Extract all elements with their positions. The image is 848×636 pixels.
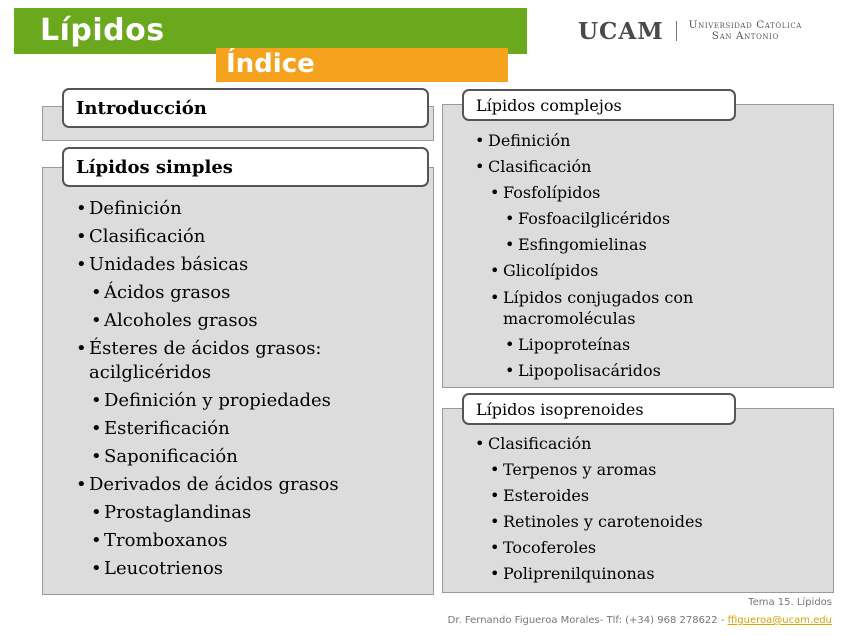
list-item: • Tocoferoles <box>503 535 818 561</box>
simples-list <box>89 195 424 583</box>
list-item: • Lípidos conjugados con macromoléculas <box>503 287 723 329</box>
footer-email-link[interactable]: ffigueroa@ucam.edu <box>727 615 832 626</box>
list-item: • Prostaglandinas <box>104 499 424 527</box>
intro-label-box <box>62 88 429 128</box>
list-item: • Lipopolisacáridos <box>518 358 818 384</box>
footer-topic: Tema 15. Lípidos <box>748 597 832 608</box>
footer-author-text: Dr. Fernando Figueroa Morales- Tlf: (+34) 968 278622 - <box>447 615 728 626</box>
simples-label: Lípidos simples <box>76 156 233 178</box>
list-item: • Lipoproteínas <box>518 332 818 358</box>
list-item: • Definición y propiedades <box>104 387 424 415</box>
list-item: • Definición <box>488 128 818 154</box>
logo-main: UCAM <box>578 17 664 45</box>
list-item: • Fosfoacilglicéridos <box>518 206 818 232</box>
slide-title: Lípidos <box>40 13 165 48</box>
list-item: • Terpenos y aromas <box>503 457 818 483</box>
footer-author <box>448 615 832 626</box>
index-label: Índice <box>226 49 315 79</box>
list-item: • Glicolípidos <box>503 258 818 284</box>
list-item: • Esfingomielinas <box>518 232 818 258</box>
list-item: • Derivados de ácidos grasos <box>89 471 424 499</box>
list-item: • Fosfolípidos <box>503 180 818 206</box>
logo-line-1: Universidad Católica <box>688 19 802 31</box>
list-item: • Tromboxanos <box>104 527 424 555</box>
isoprenoides-label: Lípidos isoprenoides <box>476 399 644 419</box>
isoprenoides-label-box <box>462 393 736 425</box>
logo-line-2: San Antonio <box>711 30 779 42</box>
list-item: • Ésteres de ácidos grasos: acilglicéridos <box>89 337 329 385</box>
logo-divider <box>676 21 677 41</box>
list-item: • Unidades básicas <box>89 251 424 279</box>
complejos-label: Lípidos complejos <box>476 95 622 115</box>
complejos-label-box <box>462 89 736 121</box>
isoprenoides-list <box>488 431 818 587</box>
list-item: • Esterificación <box>104 415 424 443</box>
intro-label: Introducción <box>76 97 207 119</box>
index-banner <box>216 48 508 82</box>
logo-university <box>689 20 802 42</box>
list-item: • Clasificación <box>488 154 818 180</box>
list-item: • Clasificación <box>89 223 424 251</box>
list-item: • Alcoholes grasos <box>104 307 424 335</box>
list-item: • Leucotrienos <box>104 555 424 583</box>
list-item: • Poliprenilquinonas <box>503 561 818 587</box>
list-item: • Esteroides <box>503 483 818 509</box>
list-item: • Clasificación <box>488 431 818 457</box>
list-item: • Saponificación <box>104 443 424 471</box>
ucam-logo <box>578 18 802 44</box>
list-item: • Retinoles y carotenoides <box>503 509 818 535</box>
list-item: • Definición <box>89 195 424 223</box>
complejos-list <box>488 128 818 384</box>
simples-label-box <box>62 147 429 187</box>
list-item: • Ácidos grasos <box>104 279 424 307</box>
